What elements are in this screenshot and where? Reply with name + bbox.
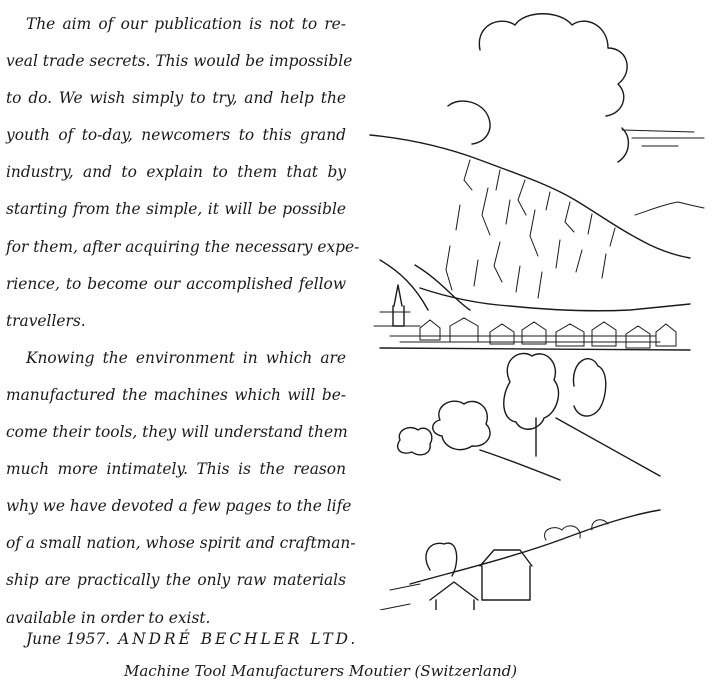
text-line: available in order to exist.	[6, 608, 211, 627]
farmhouse-drawing	[380, 510, 660, 610]
landscape-illustration	[360, 10, 714, 610]
cloud-drawing	[448, 14, 704, 162]
text-line: for them, after acquiring the necessary expe-	[6, 237, 360, 256]
text-line: The aim of our publication is not to re-	[26, 15, 346, 33]
text-line: youth of to-day, newcomers to this grand	[6, 126, 346, 145]
village-drawing	[374, 285, 690, 350]
text-line: come their tools, they will understand them	[6, 423, 348, 442]
mountain-drawing	[370, 135, 704, 311]
company-address: Machine Tool Manufacturers Moutier (Switzerland)	[124, 662, 518, 680]
tree-drawing	[398, 354, 660, 480]
signoff	[26, 630, 358, 648]
text-line: much more intimately. This is the reason	[6, 460, 346, 479]
text-line: to do. We wish simply to try, and help the	[6, 89, 346, 108]
company-name: ANDRÉ BECHLER LTD.	[118, 630, 359, 648]
landscape-drawing	[360, 10, 714, 610]
paragraph-1	[6, 6, 360, 340]
text-line: manufactured the machines which will be-	[6, 385, 346, 404]
text-line: rience, to become our accomplished fellow	[6, 274, 346, 293]
text-line: Knowing the environment in which are	[26, 348, 346, 367]
text-line: starting from the simple, it will be possible	[6, 200, 346, 219]
text-line: industry, and to explain to them that by	[6, 163, 346, 182]
text-line: of a small nation, whose spirit and craftman-	[6, 534, 356, 553]
text-line: why we have devoted a few pages to the life	[6, 497, 352, 516]
text-line: veal trade secrets. This would be impossible	[6, 52, 353, 71]
body-text	[6, 6, 360, 637]
text-line: travellers.	[6, 311, 86, 330]
signoff-date: June 1957.	[26, 630, 111, 648]
paragraph-2	[6, 340, 356, 637]
text-line: ship are practically the only raw materials	[6, 571, 346, 590]
